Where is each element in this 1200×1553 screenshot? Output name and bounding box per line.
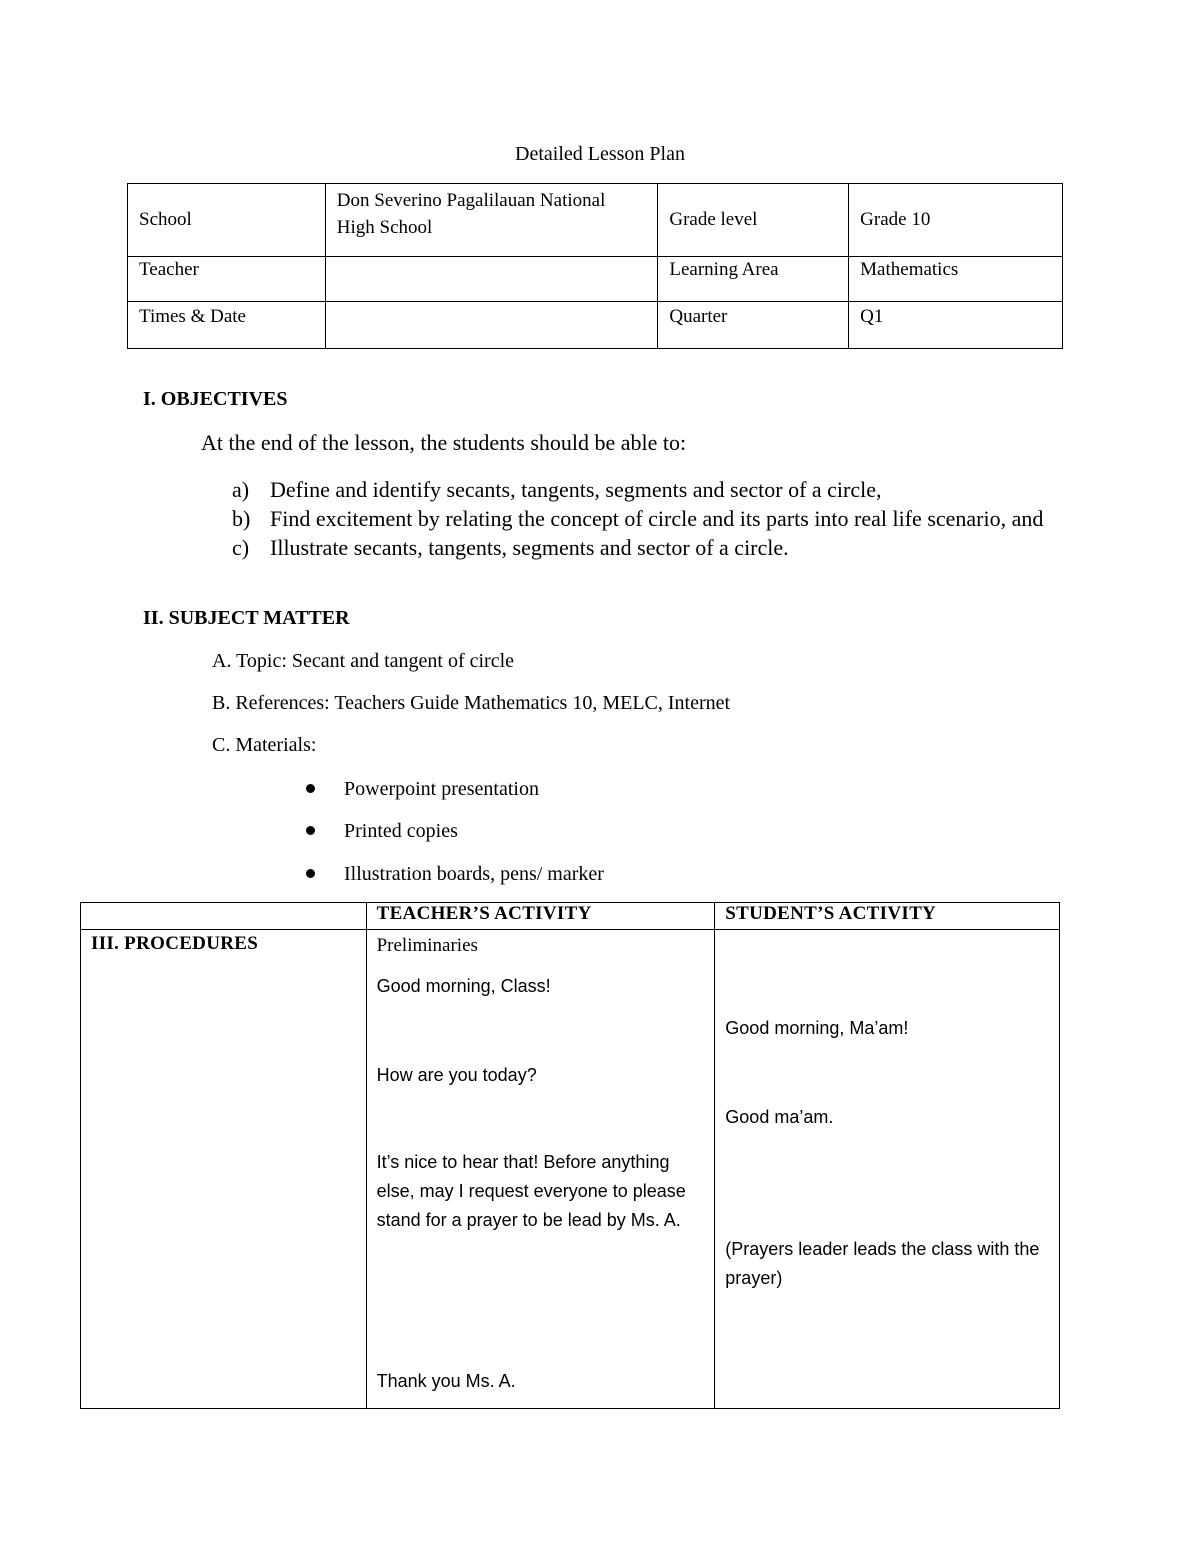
- material-item: [306, 820, 458, 843]
- student-activity-header: STUDENT’S ACTIVITY: [715, 903, 1060, 930]
- material-text: Printed copies: [344, 820, 458, 842]
- teacher-line: It’s nice to hear that! Before anything else, may I request everyone to please stand for a prayer to be lead by Ms. A.: [376, 1152, 686, 1230]
- procedures-label: III. PROCEDURES: [91, 933, 259, 954]
- grade-level-value: Grade 10: [849, 184, 1063, 257]
- student-line: Good ma’am.: [725, 1107, 834, 1127]
- objective-marker: c): [232, 535, 250, 560]
- material-text: Powerpoint presentation: [344, 778, 539, 800]
- objectives-intro: At the end of the lesson, the students should be able to:: [201, 430, 687, 455]
- procedures-label-cell: [81, 930, 367, 1409]
- student-line: (Prayers leader leads the class with the prayer): [725, 1239, 1040, 1288]
- topic-line: A. Topic: Secant and tangent of circle: [212, 650, 515, 672]
- grade-level-label: Grade level: [658, 184, 849, 257]
- teacher-label: Teacher: [128, 257, 326, 302]
- learning-area-value: Mathematics: [849, 257, 1063, 302]
- preliminaries-label: Preliminaries: [376, 935, 478, 956]
- teacher-line: Thank you Ms. A.: [376, 1371, 516, 1391]
- objective-marker: b): [232, 506, 251, 531]
- procedures-table: [80, 902, 1060, 1409]
- student-line: Good morning, Ma’am!: [725, 1018, 909, 1038]
- teacher-line: Good morning, Class!: [376, 976, 551, 996]
- lesson-info-table: [127, 183, 1063, 349]
- teacher-activity-cell: [366, 930, 715, 1409]
- teacher-line: How are you today?: [376, 1065, 537, 1085]
- subject-matter-heading: II. SUBJECT MATTER: [143, 607, 350, 629]
- student-activity-cell: [715, 930, 1060, 1409]
- material-item: [306, 863, 604, 886]
- objective-text: Find excitement by relating the concept of circle and its parts into real life scenario, and: [270, 506, 1044, 531]
- material-text: Illustration boards, pens/ marker: [344, 863, 604, 885]
- objective-item: [232, 475, 1072, 504]
- empty-header-cell: [81, 903, 367, 930]
- document-title: Detailed Lesson Plan: [515, 143, 685, 165]
- material-item: [306, 778, 539, 801]
- quarter-value: Q1: [849, 302, 1063, 349]
- info-row-teacher: [128, 257, 1063, 302]
- info-row-time: [128, 302, 1063, 349]
- references-line: B. References: Teachers Guide Mathematics 10, MELC, Internet: [212, 692, 731, 714]
- bullet-icon: [306, 869, 315, 878]
- bullet-icon: [306, 826, 315, 835]
- objective-item: [232, 533, 1072, 562]
- objective-marker: a): [232, 477, 250, 502]
- procedures-header-row: [81, 903, 1060, 930]
- teacher-value: [325, 257, 658, 302]
- objectives-heading: I. OBJECTIVES: [143, 388, 288, 410]
- quarter-label: Quarter: [658, 302, 849, 349]
- school-label: School: [128, 184, 326, 257]
- procedures-body-row: [81, 930, 1060, 1409]
- objective-item: [232, 504, 1072, 533]
- teacher-activity-header: TEACHER’S ACTIVITY: [366, 903, 715, 930]
- time-date-value: [325, 302, 658, 349]
- bullet-icon: [306, 784, 315, 793]
- learning-area-label: Learning Area: [658, 257, 849, 302]
- objective-text: Illustrate secants, tangents, segments and sector of a circle.: [270, 535, 789, 560]
- objective-text: Define and identify secants, tangents, segments and sector of a circle,: [270, 477, 882, 502]
- school-value: Don Severino Pagalilauan National High School: [325, 184, 658, 257]
- materials-label: C. Materials:: [212, 734, 317, 756]
- objectives-list: [232, 475, 1072, 562]
- info-row-school: [128, 184, 1063, 257]
- time-date-label: Times & Date: [128, 302, 326, 349]
